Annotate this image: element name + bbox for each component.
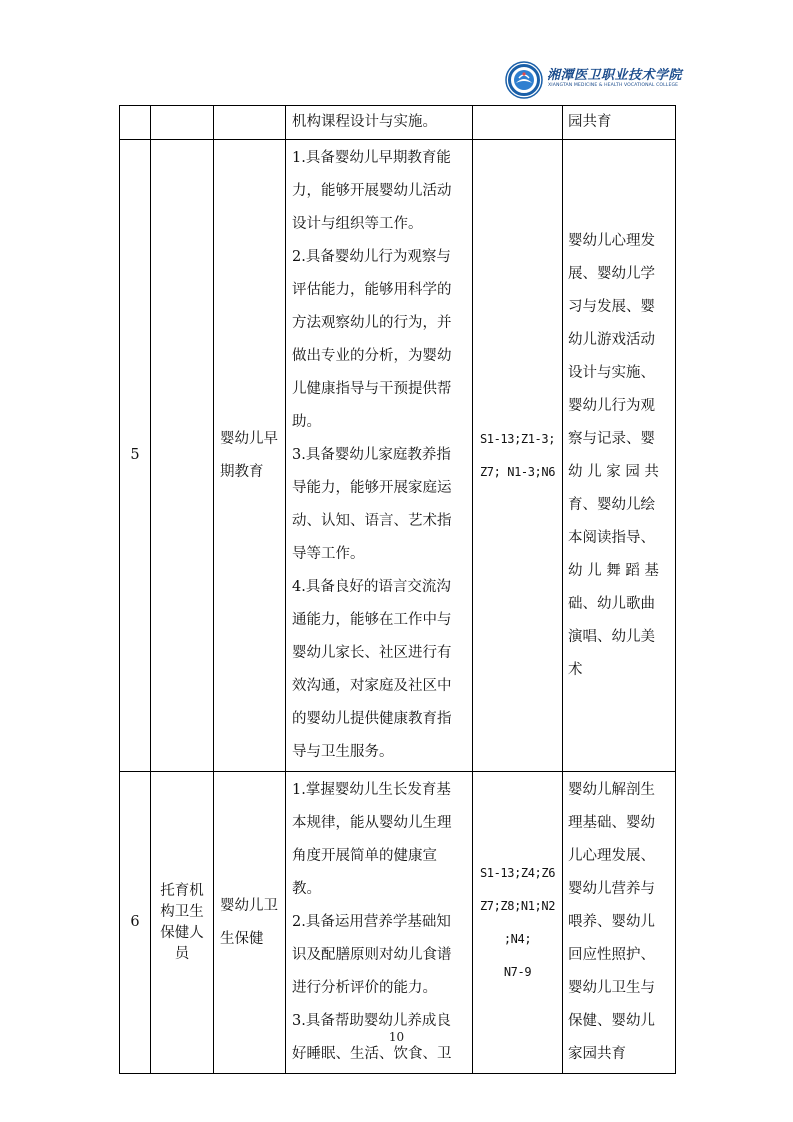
cell-direction	[214, 772, 286, 1074]
related-course-line: 婴幼儿营养与	[568, 881, 655, 897]
requirement-line: 本规律，能从婴幼儿生理	[292, 815, 452, 831]
direction-line: 期教育	[220, 463, 264, 480]
requirement-line: 1.掌握婴幼儿生长发育基	[292, 782, 451, 798]
code-line: N7-9	[503, 964, 532, 979]
code-line: S1-13;Z1-3;	[479, 431, 556, 446]
requirement-line: 识及配膳原则对幼儿食谱	[292, 947, 452, 963]
table-row	[120, 772, 676, 1074]
related-course-line: 婴幼儿解剖生	[568, 782, 655, 798]
related-course-line: 喂养、婴幼儿	[568, 914, 655, 930]
code-line: Z7; N1-3;N6	[479, 464, 556, 479]
cell-requirements	[286, 106, 473, 140]
cell-codes	[473, 106, 563, 140]
cell-codes	[473, 140, 563, 772]
requirement-line: 机构课程设计与实施。	[292, 114, 437, 130]
requirement-line: 导与卫生服务。	[292, 744, 394, 760]
college-emblem-icon	[505, 61, 543, 99]
role-line: 保健人	[160, 924, 204, 941]
direction-line: 婴幼儿卫	[220, 897, 278, 914]
related-course-line: 家园共育	[568, 1046, 626, 1062]
logo-text-en: XIANGTAN MEDICINE & HEALTH VOCATIONAL COLLEGE	[548, 83, 679, 88]
requirement-line: 角度开展简单的健康宣	[292, 848, 437, 864]
related-course-line: 园共育	[568, 114, 612, 130]
cell-requirements	[286, 772, 473, 1074]
requirement-line: 婴幼儿家长、社区进行有	[292, 645, 452, 661]
requirement-line: 做出专业的分析，为婴幼	[292, 348, 452, 364]
college-logo	[505, 58, 683, 102]
cell-role	[151, 772, 214, 1074]
cell-role	[151, 140, 214, 772]
logo-text-cn: 湘潭医卫职业技术学院	[547, 68, 683, 83]
related-course-line: 幼 儿 家 园 共	[568, 463, 659, 480]
direction-line: 生保健	[220, 930, 264, 947]
cell-codes	[473, 772, 563, 1074]
code-line: Z7;Z8;N1;N2	[479, 898, 556, 913]
related-course-line: 婴幼儿心理发	[568, 232, 655, 249]
requirement-line: 1.具备婴幼儿早期教育能	[292, 150, 451, 166]
role-line: 构卫生	[160, 903, 204, 920]
requirement-line: 助。	[292, 414, 321, 430]
related-course-line: 本阅读指导、	[568, 529, 655, 546]
requirement-line: 进行分析评价的能力。	[292, 980, 437, 996]
requirement-line: 教。	[292, 881, 321, 897]
role-line: 托育机	[160, 882, 204, 899]
requirement-line: 2.具备运用营养学基础知	[292, 914, 451, 930]
requirement-line: 好睡眠、生活、饮食、卫	[292, 1046, 452, 1062]
cell-role	[151, 106, 214, 140]
cell-related-courses	[563, 140, 676, 772]
requirement-line: 4.具备良好的语言交流沟	[292, 579, 451, 595]
related-course-line: 回应性照护、	[568, 947, 655, 963]
requirement-line: 导等工作。	[292, 546, 365, 562]
related-course-line: 幼 儿 舞 蹈 基	[568, 562, 659, 579]
course-table	[119, 105, 676, 1074]
direction-line: 婴幼儿早	[220, 430, 278, 447]
related-course-line: 展、婴幼儿学	[568, 265, 655, 282]
role-line: 员	[174, 945, 190, 962]
requirement-line: 设计与组织等工作。	[292, 216, 423, 232]
table-row	[120, 140, 676, 772]
cell-number	[120, 106, 151, 140]
requirement-line: 力，能够开展婴幼儿活动	[292, 183, 452, 199]
cell-direction	[214, 106, 286, 140]
table-row-continuation	[120, 106, 676, 140]
related-course-line: 婴幼儿行为观	[568, 397, 655, 414]
cell-related-courses	[563, 106, 676, 140]
related-course-line: 演唱、幼儿美	[568, 628, 655, 645]
related-course-line: 育、婴幼儿绘	[568, 496, 655, 513]
requirement-line: 3.具备帮助婴幼儿养成良	[292, 1013, 451, 1029]
code-line: ;N4;	[503, 931, 532, 946]
page-number: 10	[388, 1030, 405, 1044]
related-course-line: 保健、婴幼儿	[568, 1013, 655, 1029]
requirement-line: 2.具备婴幼儿行为观察与	[292, 249, 451, 265]
requirement-line: 导能力，能够开展家庭运	[292, 480, 452, 496]
cell-number: 5	[120, 140, 151, 772]
cell-number: 6	[120, 772, 151, 1074]
related-course-line: 察与记录、婴	[568, 430, 655, 447]
cell-related-courses	[563, 772, 676, 1074]
requirement-line: 评估能力，能够用科学的	[292, 282, 452, 298]
related-course-line: 幼儿游戏活动	[568, 331, 655, 348]
related-course-line: 儿心理发展、	[568, 848, 655, 864]
requirement-line: 方法观察幼儿的行为，并	[292, 315, 452, 331]
requirement-line: 3.具备婴幼儿家庭教养指	[292, 447, 451, 463]
related-course-line: 设计与实施、	[568, 364, 655, 381]
cell-requirements	[286, 140, 473, 772]
requirement-line: 通能力，能够在工作中与	[292, 612, 452, 628]
related-course-line: 理基础、婴幼	[568, 815, 655, 831]
requirement-line: 效沟通，对家庭及社区中	[292, 678, 452, 694]
cell-direction	[214, 140, 286, 772]
related-course-line: 婴幼儿卫生与	[568, 980, 655, 996]
requirement-line: 动、认知、语言、艺术指	[292, 513, 452, 529]
related-course-line: 础、幼儿歌曲	[568, 595, 655, 612]
requirement-line: 儿健康指导与干预提供帮	[292, 381, 452, 397]
related-course-line: 习与发展、婴	[568, 298, 655, 315]
related-course-line: 术	[568, 661, 583, 678]
code-line: S1-13;Z4;Z6	[479, 865, 556, 880]
requirement-line: 的婴幼儿提供健康教育指	[292, 711, 452, 727]
